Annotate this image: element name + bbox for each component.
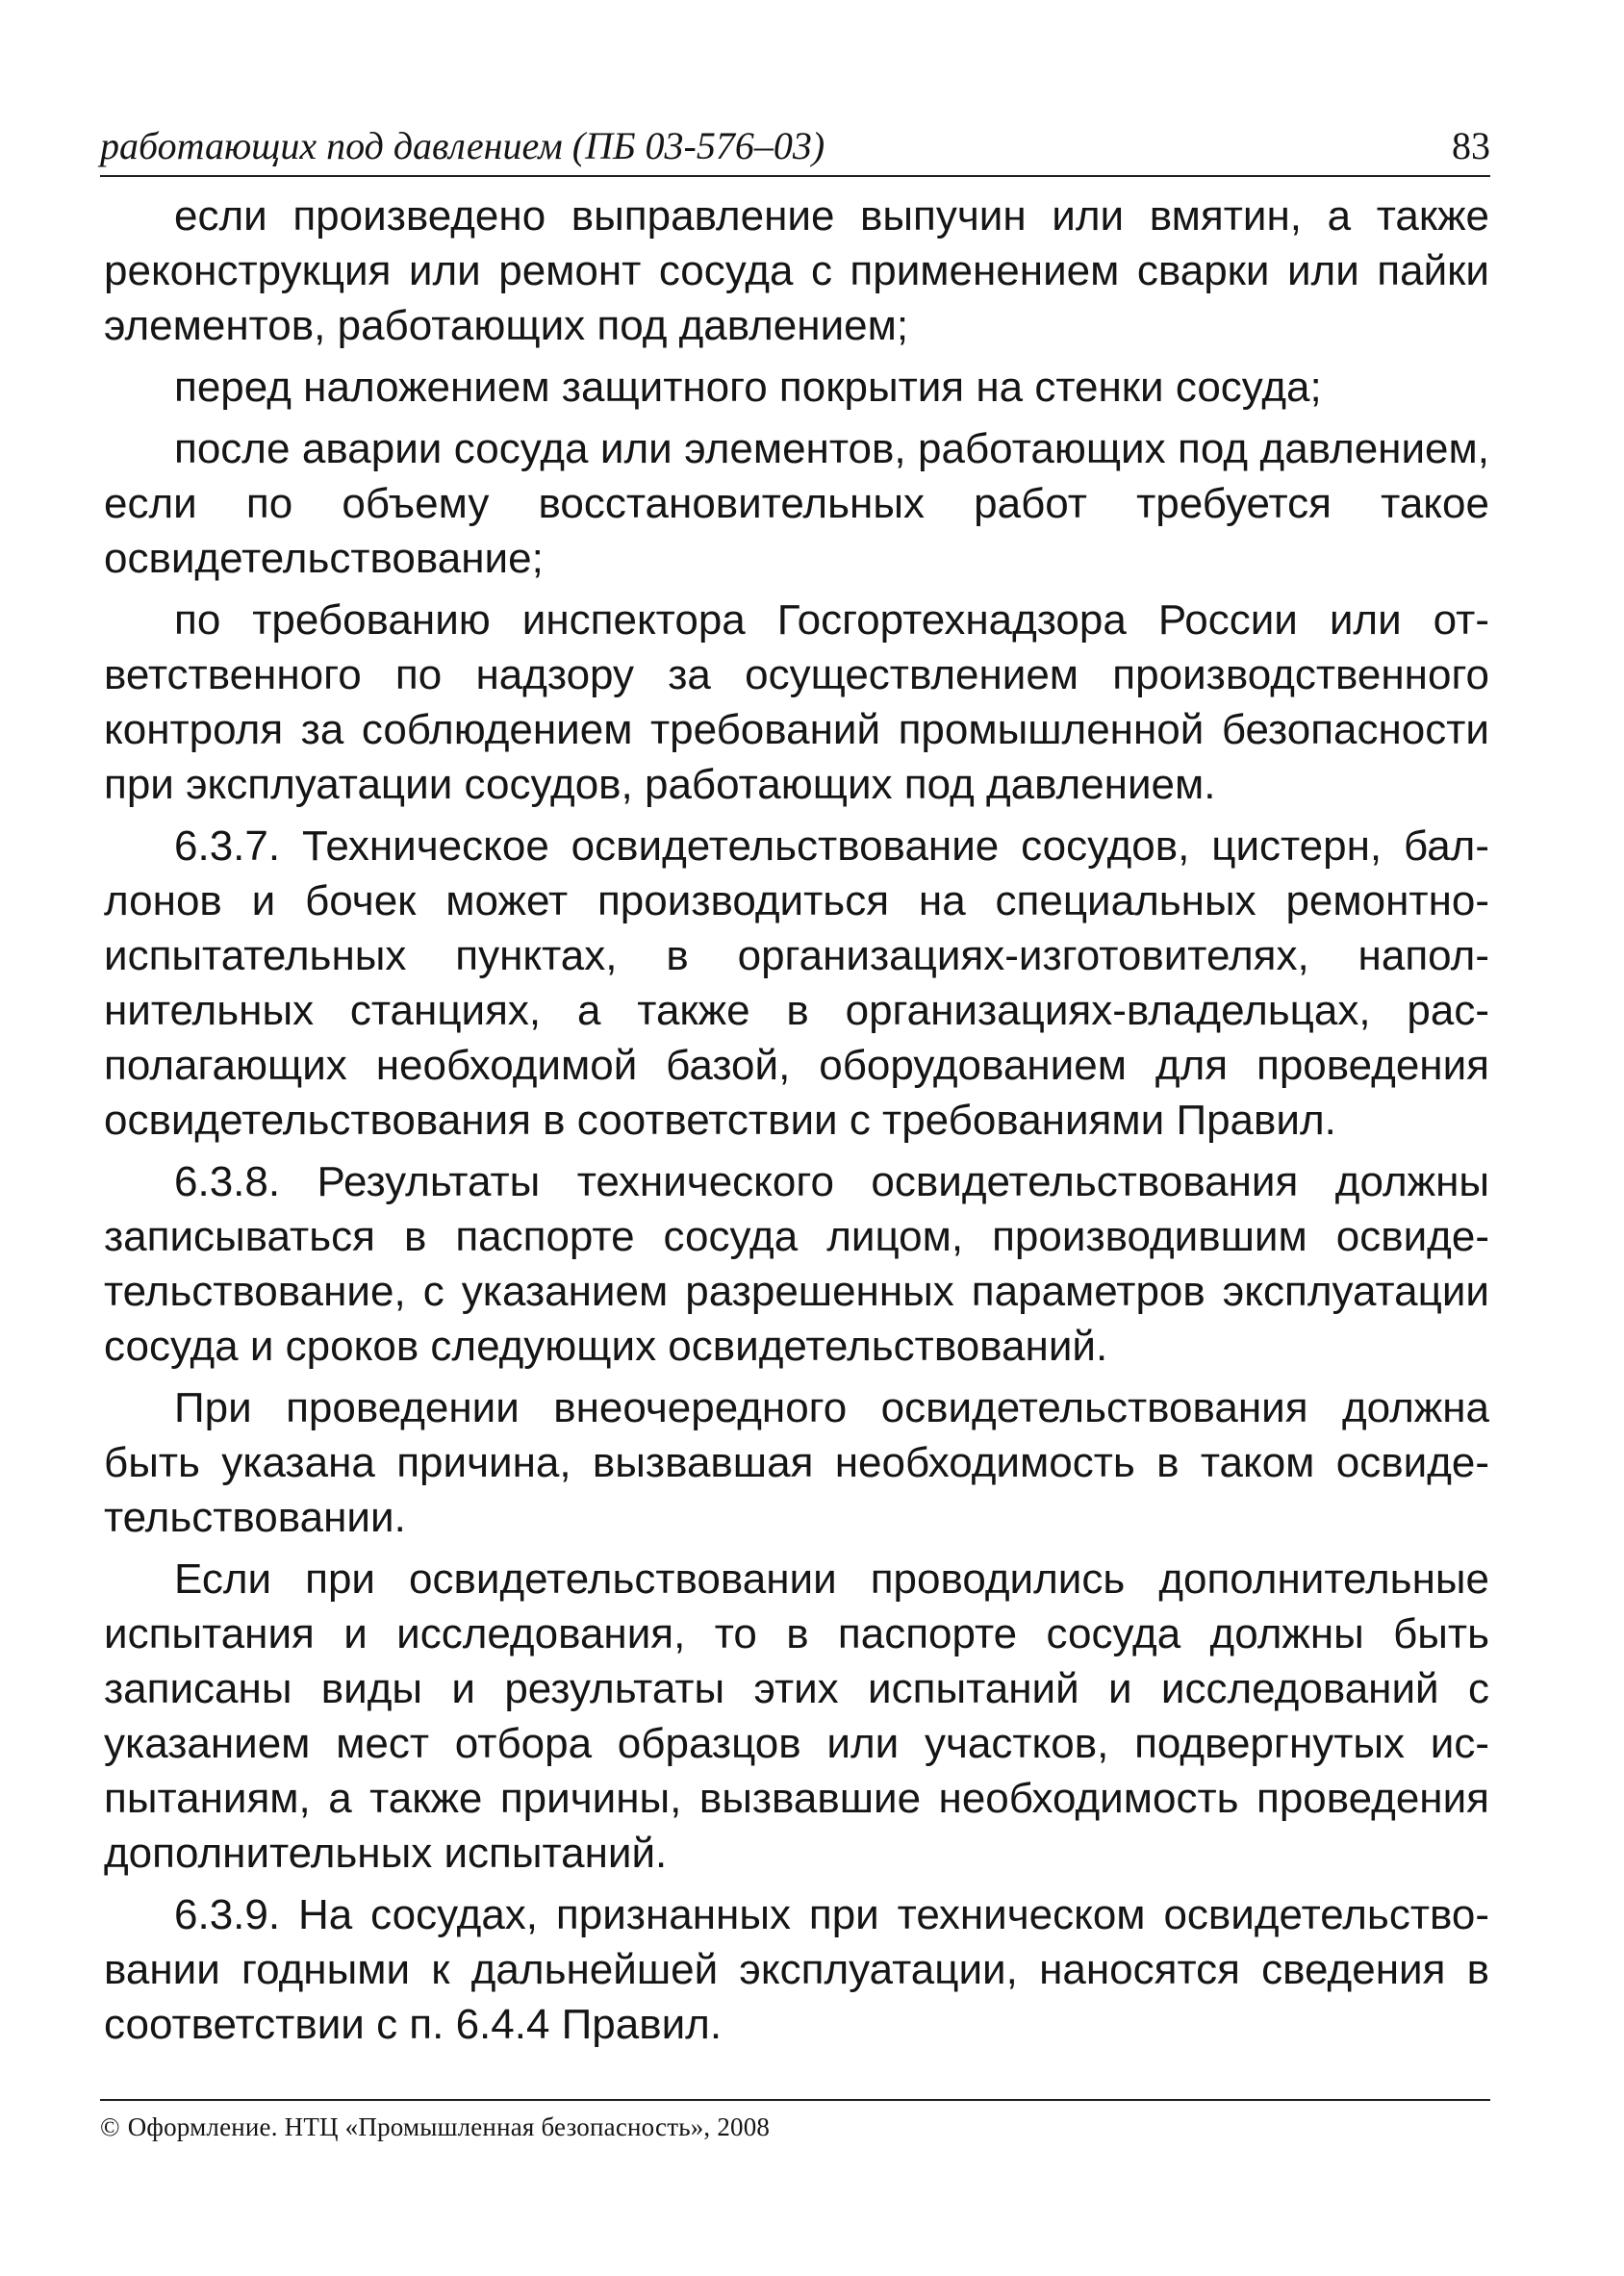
footer-rule (100, 2099, 1490, 2101)
paragraph-8: Если при освидетельствовании проводились дополнительные испытания и исследования, то в паспорте сосуда должны быть записаны виды и результаты этих испытаний и исследований с указанием мест отбора образцов или участков, подвергнутых испытаниям, а также причины, вызвавшие необходимость проведения дополнительных испытаний. (104, 1555, 1489, 1877)
paragraph-6-3-8: 6.3.8. Результаты технического освидетельствования должны записываться в паспорте сосуда лицом, производившим освидетельствование, с указанием разрешенных параметров эксплуатации сосуда и сроков следующих освидетельствований. (104, 1158, 1489, 1370)
paragraph-7: При проведении внеочередного освидетельствования должна быть указана причина, вызвавшая необходимость в таком освидетельствовании. (104, 1384, 1489, 1541)
paragraph-3: после аварии сосуда или элементов, работающих под давлением, если по объему восстановительных работ требуется такое освидетельствование; (104, 425, 1489, 582)
copyright-icon: © (100, 2112, 120, 2141)
running-title: работающих под давлением (ПБ 03-576–03) (100, 124, 825, 167)
page-number: 83 (1452, 124, 1490, 167)
paragraph-2: перед наложением защитного покрытия на стенки сосуда; (174, 364, 1322, 411)
paragraph-6-3-7: 6.3.7. Техническое освидетельствование сосудов, цистерн, баллонов и бочек может производиться на специальных ремонтно-испытательных пунктах, в организациях-изготовителях, наполнительных станциях, а также в организациях-владельцах, располагающих необходимой базой, оборудованием для проведения освидетельствования в соответствии с требованиями Правил. (104, 822, 1489, 1144)
header-rule (100, 175, 1490, 177)
paragraph-4: по требованию инспектора Госгортехнадзора России или ответственного по надзору за осуществлением производственного контроля за соблюдением требований промышленной безопасности при эксплуатации сосудов, работающих под давлением. (104, 596, 1489, 808)
footer-text: Оформление. НТЦ «Промышленная безопасность», 2008 (127, 2112, 771, 2141)
running-header (100, 123, 1490, 181)
paragraph-6-3-9: 6.3.9. На сосудах, признанных при техническом освидетельствовании годными к дальнейшей эксплуатации, наносятся сведения в соответствии с п. 6.4.4 Правил. (104, 1891, 1489, 2048)
paragraph-1: если произведено выправление выпучин или вмятин, а также реконструкция или ремонт сосуда с применением сварки или пайки элементов, работающих под давлением; (104, 192, 1489, 349)
footer (100, 2112, 770, 2142)
body-text (104, 189, 1489, 2059)
